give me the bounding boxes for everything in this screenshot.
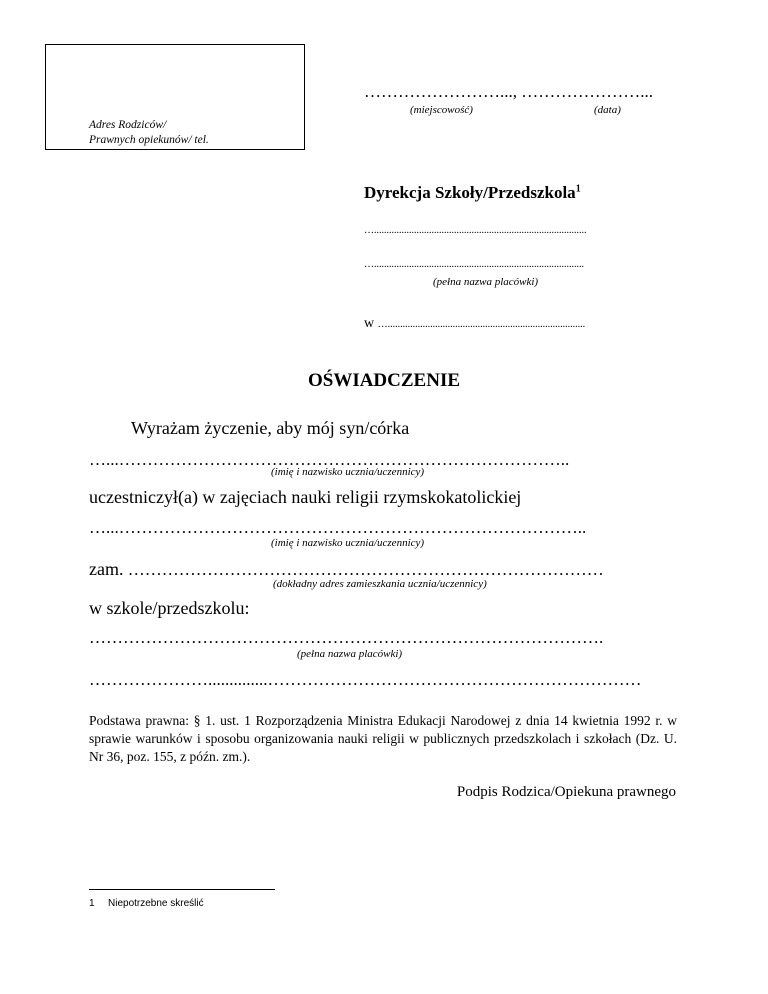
school-name-caption: (pełna nazwa placówki)	[297, 648, 403, 660]
student-name-caption-2: (imię i nazwisko ucznia/uczennicy)	[271, 537, 425, 549]
footnote-number: 1	[89, 898, 95, 909]
address-prefix: zam.	[89, 559, 124, 579]
recipient-city-prefix: w	[364, 316, 375, 331]
place-caption: (miejscowość)	[410, 104, 473, 116]
recipient-line-1[interactable]: ….....................................................................................	[364, 225, 587, 236]
signature-label: Podpis Rodzica/Opiekuna prawnego	[456, 784, 676, 800]
address-caption: (dokładny adres zamieszkania ucznia/uczennicy)	[273, 578, 487, 590]
legal-basis: Podstawa prawna: § 1. ust. 1 Rozporządzenia Ministra Edukacji Narodowej z dnia 14 kwietnia 1992 r. w sprawie warunków i sposobu organizowania nauki religii w publicznych przedszkolach i szkołach (Dz. U. Nr 36, poz. 155, z późn. zm.).	[89, 713, 677, 764]
document-title: OŚWIADCZENIE	[307, 370, 461, 391]
student-name-line-1[interactable]: …...……………………………………………………………………..	[89, 450, 570, 469]
footnote-ref: 1	[575, 183, 581, 195]
recipient-city-line[interactable]	[364, 316, 585, 332]
recipient-heading	[364, 183, 581, 203]
footnote-divider	[89, 889, 275, 890]
footnote	[89, 898, 204, 909]
place-date-field[interactable]: ……………………..., …………………...	[364, 82, 653, 101]
student-name-caption-1: (imię i nazwisko ucznia/uczennicy)	[271, 466, 425, 478]
participation-text: uczestniczył(a) w zajęciach nauki religii rzymskokatolickiej	[89, 487, 522, 507]
recipient-caption: (pełna nazwa placówki)	[433, 276, 539, 288]
date-caption: (data)	[594, 104, 621, 116]
school-name-line-1[interactable]: ……………………………………………………………………………….	[89, 628, 604, 647]
school-label: w szkole/przedszkolu:	[89, 598, 250, 618]
student-name-line-2[interactable]: …...………………………………………………………………………..	[89, 518, 587, 537]
parent-address-label	[45, 118, 295, 148]
parent-address-line1: Adres Rodziców/	[89, 119, 167, 131]
address-line[interactable]	[89, 559, 604, 580]
intro-text: Wyrażam życzenie, aby mój syn/córka	[131, 418, 410, 438]
address-dots: …………………………………………………………………………	[127, 560, 604, 579]
parent-address-line2: Prawnych opiekunów/ tel.	[89, 134, 209, 146]
school-name-line-2[interactable]: …………………..............…………………………………………………………	[89, 670, 642, 689]
recipient-heading-text: Dyrekcja Szkoły/Przedszkola	[364, 183, 576, 202]
recipient-city-dots: …...............................................................................	[377, 319, 586, 330]
recipient-line-2[interactable]: …....................................................................................	[364, 259, 584, 270]
footnote-text: Niepotrzebne skreślić	[108, 898, 204, 909]
